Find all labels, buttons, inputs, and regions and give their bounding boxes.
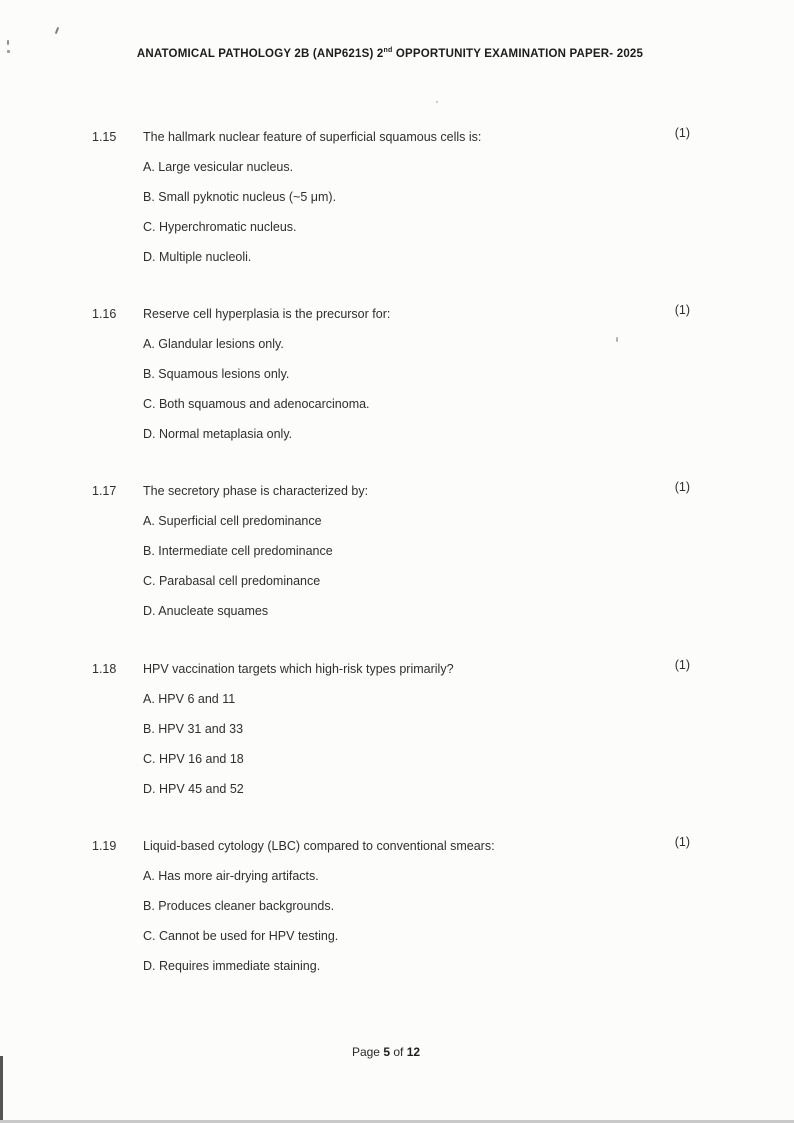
footer-total-pages: 12 [406, 1045, 421, 1059]
question-marks: (1) [674, 303, 690, 317]
footer-page-label: Page [351, 1045, 380, 1059]
question-option: D. Requires immediate staining. [143, 959, 321, 973]
question-text: Liquid-based cytology (LBC) compared to conventional smears: [143, 839, 495, 853]
exam-title [137, 48, 643, 60]
page-footer [0, 1045, 772, 1059]
question-number: 1.19 [92, 839, 117, 853]
question-text: HPV vaccination targets which high-risk types primarily? [143, 662, 454, 676]
question-option: B. Intermediate cell predominance [143, 544, 333, 558]
scan-edge-line [0, 1056, 3, 1123]
question-block [92, 837, 690, 975]
scan-speck [616, 337, 618, 342]
question-option: C. Cannot be used for HPV testing. [143, 929, 339, 943]
question-options [143, 335, 690, 443]
scan-speck [55, 27, 59, 34]
question-marks: (1) [674, 835, 690, 849]
question-header-row [92, 482, 690, 500]
question-text: The secretory phase is characterized by: [143, 484, 369, 498]
question-option: B. Squamous lesions only. [143, 367, 290, 381]
exam-title-prefix: ANATOMICAL PATHOLOGY 2B (ANP621S) 2 [136, 48, 384, 60]
question-text: The hallmark nuclear feature of superficial squamous cells is: [143, 130, 482, 144]
question-option: D. Normal metaplasia only. [143, 427, 293, 441]
question-options [143, 690, 690, 798]
question-options [143, 512, 690, 620]
page-header [0, 46, 780, 62]
question-block [92, 482, 690, 620]
footer-of-label: of [393, 1045, 404, 1059]
question-number: 1.17 [92, 484, 117, 498]
question-option: C. Both squamous and adenocarcinoma. [143, 397, 370, 411]
footer-page-number: 5 [383, 1045, 390, 1059]
question-header-row [92, 305, 690, 323]
question-number: 1.15 [92, 130, 117, 144]
question-header-row [92, 128, 690, 146]
question-header-row [92, 837, 690, 855]
question-number: 1.18 [92, 662, 117, 676]
question-marks: (1) [674, 126, 690, 140]
question-number: 1.16 [92, 307, 117, 321]
question-options [143, 158, 690, 266]
question-option: D. Anucleate squames [143, 604, 269, 618]
question-option: A. HPV 6 and 11 [143, 692, 236, 706]
question-option: C. Hyperchromatic nucleus. [143, 220, 297, 234]
question-option: C. Parabasal cell predominance [143, 574, 321, 588]
question-block [92, 660, 690, 798]
question-text: Reserve cell hyperplasia is the precursor for: [143, 307, 391, 321]
question-header-row [92, 660, 690, 678]
question-block [92, 128, 690, 266]
question-marks: (1) [674, 480, 690, 494]
question-option: A. Has more air-drying artifacts. [143, 869, 319, 883]
question-marks: (1) [674, 658, 690, 672]
question-option: B. Produces cleaner backgrounds. [143, 899, 335, 913]
scan-speck [7, 40, 9, 45]
question-option: A. Superficial cell predominance [143, 514, 322, 528]
question-option: A. Large vesicular nucleus. [143, 160, 294, 174]
question-option: D. HPV 45 and 52 [143, 782, 244, 796]
question-options [143, 867, 690, 975]
exam-title-superscript: nd [383, 47, 393, 55]
question-option: D. Multiple nucleoli. [143, 250, 252, 264]
scan-speck [7, 50, 10, 53]
question-option: B. Small pyknotic nucleus (~5 μm). [143, 190, 337, 204]
question-option: C. HPV 16 and 18 [143, 752, 244, 766]
scan-speck [436, 101, 438, 103]
question-option: B. HPV 31 and 33 [143, 722, 244, 736]
exam-title-suffix: OPPORTUNITY EXAMINATION PAPER- 2025 [392, 48, 644, 60]
question-block [92, 305, 690, 443]
question-option: A. Glandular lesions only. [143, 337, 284, 351]
